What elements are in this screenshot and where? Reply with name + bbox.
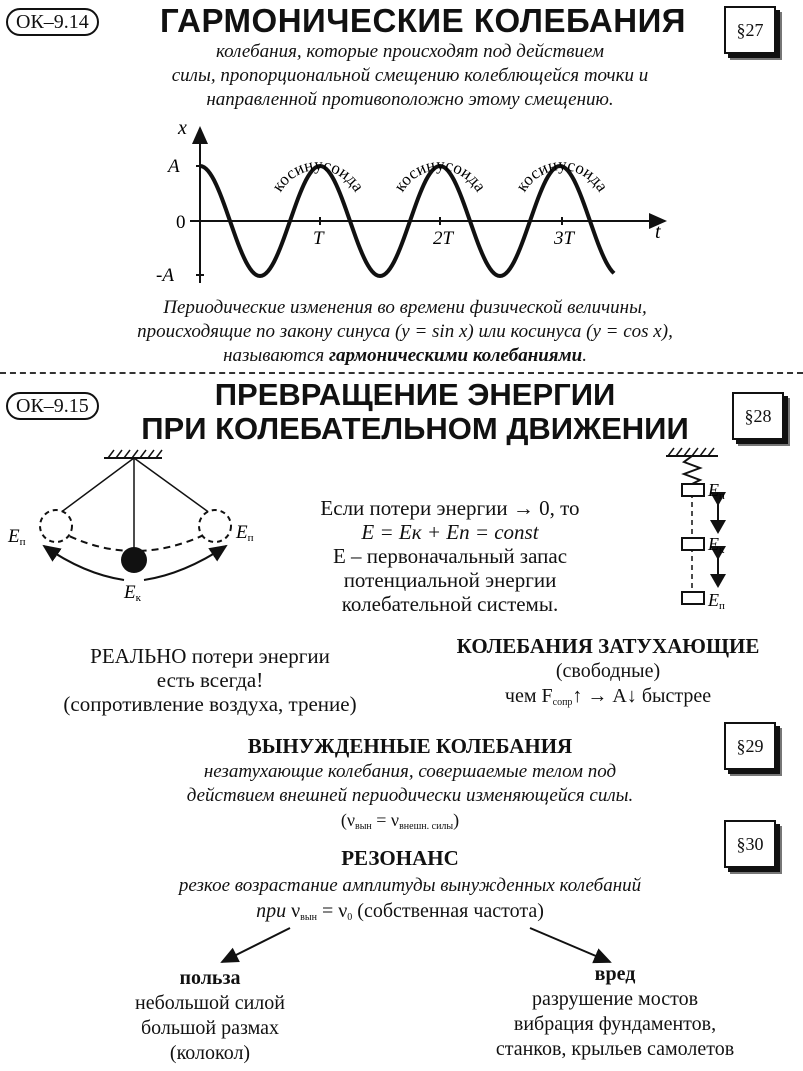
label-ep-left: Eп xyxy=(8,526,26,548)
real-line: РЕАЛЬНО потери энергии xyxy=(90,644,330,668)
forced-frequency-formula: $(\nu_{вын} = \nu_{внешн. силы})$ xyxy=(340,810,460,832)
paragraph-tag-28: §28 xyxy=(732,392,784,440)
section-code-9-15: ОК–9.15 xyxy=(6,392,99,420)
real-line: (сопротивление воздуха, трение) xyxy=(63,692,357,716)
real-losses-text xyxy=(10,644,410,716)
energy-conservation-text xyxy=(270,496,630,616)
harm-line: станков, крыльев самолетов xyxy=(495,1038,735,1060)
label-ep-right: Eп xyxy=(236,522,254,544)
forced-definition xyxy=(60,760,760,808)
benefit-line: большой размах xyxy=(140,1017,279,1039)
harmonic-term: гармоническими колебаниями xyxy=(329,345,583,366)
resonance-title: РЕЗОНАНС xyxy=(341,846,459,870)
damped-oscillations xyxy=(418,634,798,715)
forced-line: незатухающие колебания, совершаемые телом под xyxy=(203,761,617,782)
benefit-block xyxy=(70,966,350,1066)
summary-line: происходящие по закону синуса (y = sin x) или косинуса (y = cos x), xyxy=(137,321,673,342)
benefit-title: польза xyxy=(179,967,241,989)
energy-line: потенциальной энергии xyxy=(343,568,557,592)
definition-line: колебания, которые происходят под действием xyxy=(215,41,605,62)
spring-label-mid: Eк xyxy=(708,534,725,556)
y-axis-label: x xyxy=(178,118,187,139)
spring-label-bot: Eп xyxy=(708,590,725,612)
label-ek: Eк xyxy=(124,582,141,604)
summary-line: называются гармоническими колебаниями. xyxy=(223,345,587,366)
harm-line: разрушение мостов xyxy=(531,988,699,1010)
harm-block xyxy=(440,962,790,1062)
energy-formula: E = Eк + Eп = const xyxy=(361,520,539,544)
definition-text xyxy=(60,40,760,112)
real-keyword: РЕАЛЬНО xyxy=(90,644,187,668)
section-title-energy xyxy=(120,378,710,446)
damped-sub: (свободные) xyxy=(555,660,661,682)
section-title-harmonic: ГАРМОНИЧЕСКИЕ КОЛЕБАНИЯ xyxy=(160,2,687,39)
pendulum-diagram xyxy=(4,446,274,606)
mass-bottom xyxy=(682,592,704,604)
period-label-3t: 3T xyxy=(554,228,575,249)
mass-top xyxy=(682,484,704,496)
mass-middle xyxy=(682,538,704,550)
energy-line: колебательной системы. xyxy=(341,592,559,616)
damped-title: КОЛЕБАНИЯ ЗАТУХАЮЩИЕ xyxy=(456,634,760,658)
summary-text xyxy=(30,296,780,368)
bob-center xyxy=(121,547,147,573)
section-divider xyxy=(0,372,803,374)
benefit-line: (колокол) xyxy=(169,1042,251,1064)
energy-line: Если потери энергии → 0, то xyxy=(320,496,580,520)
real-line: есть всегда! xyxy=(156,668,264,692)
paragraph-tag-30: §30 xyxy=(724,820,776,868)
resonance-definition: резкое возрастание амплитуды вынужденных колебаний xyxy=(178,875,642,896)
section-code-9-14: ОК–9.14 xyxy=(6,8,99,36)
title-line: ПРИ КОЛЕБАТЕЛЬНОМ ДВИЖЕНИИ xyxy=(141,411,689,446)
curve-label-1: косинусоида xyxy=(267,154,369,196)
harm-title: вред xyxy=(594,963,636,985)
pendulum-string-left xyxy=(56,458,134,516)
benefit-line: небольшой силой xyxy=(135,992,285,1014)
paragraph-tag-29: §29 xyxy=(724,722,776,770)
amplitude-label: A xyxy=(168,156,180,177)
period-label-2t: 2T xyxy=(433,228,454,249)
definition-line: силы, пропорциональной смещению колеблющейся точки и xyxy=(171,65,649,86)
energy-line: E – первоначальный запас xyxy=(332,544,568,568)
title-line: ПРЕВРАЩЕНИЕ ЭНЕРГИИ xyxy=(214,377,616,412)
bob-right xyxy=(199,510,231,542)
paragraph-tag-27: §27 xyxy=(724,6,776,54)
x-axis-label: t xyxy=(655,221,661,243)
spring-oscillator-diagram xyxy=(660,446,760,616)
forced-line: действием внешней периодически изменяющейся силы. xyxy=(186,785,634,806)
cosine-graph xyxy=(150,118,690,290)
resonance-condition: при $\nu_{вын} = \nu_0$ (собственная частота) xyxy=(256,900,544,923)
spring xyxy=(684,456,700,484)
forced-title: ВЫНУЖДЕННЫЕ КОЛЕБАНИЯ xyxy=(247,734,573,758)
definition-line: направленной противоположно этому смещению. xyxy=(206,89,614,110)
damped-rule: чем $F_{сопр}↑$ → A↓ быстрее xyxy=(504,685,712,708)
curve-label-2: косинусоида xyxy=(389,154,491,196)
summary-line: Периодические изменения во времени физической величины, xyxy=(163,297,647,318)
curve-label-3: косинусоида xyxy=(511,154,613,196)
pendulum-string-right xyxy=(134,458,214,516)
neg-amplitude-label: -A xyxy=(156,265,174,286)
period-label-t: T xyxy=(313,228,324,249)
harm-line: вибрация фундаментов, xyxy=(513,1013,717,1035)
spring-label-top: Eп xyxy=(708,480,725,502)
bob-left xyxy=(40,510,72,542)
zero-label: 0 xyxy=(176,212,186,233)
